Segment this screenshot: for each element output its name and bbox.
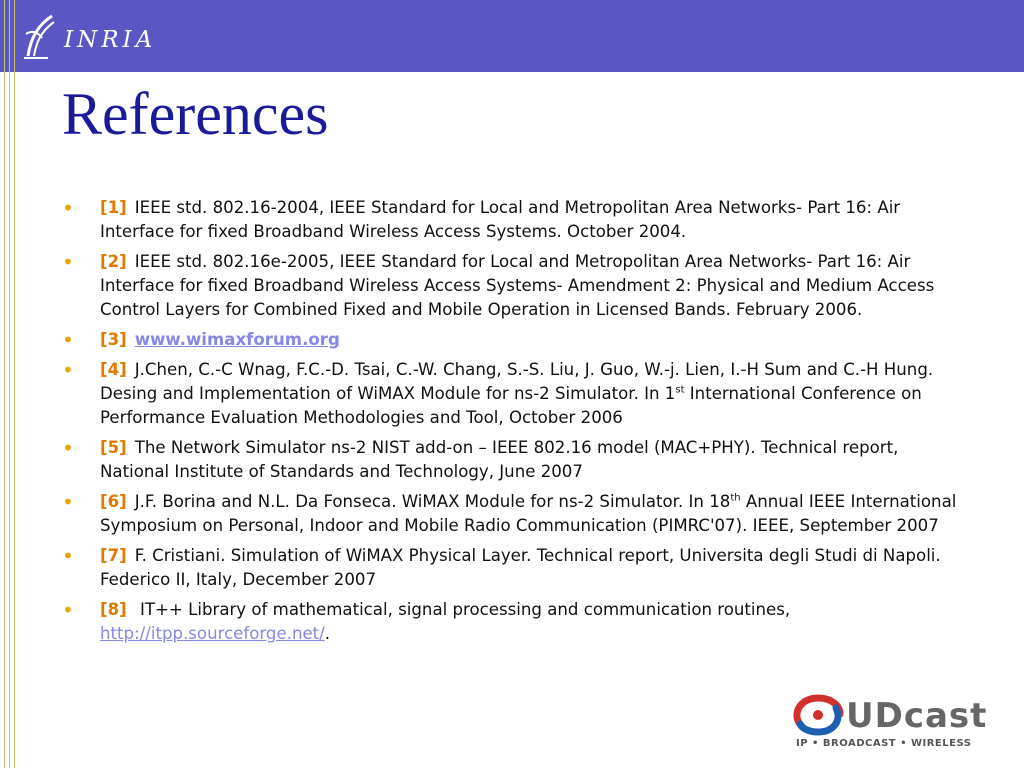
reference-text: IEEE std. 802.16-2004, IEEE Standard for Local and Metropolitan Area Networks- Part 16: Air Interface for fixed Broadband Wireless Access Systems. October 2004.	[100, 198, 901, 241]
reference-text: J.Chen, C.-C Wnag, F.C.-D. Tsai, C.-W. Chang, S.-S. Liu, J. Guo, W.-j. Lien, I.-H Sum and C.-H Hung. Desing and Implementation of WiMAX Module for ns-2 Simulator. In 1	[100, 360, 934, 403]
reference-text: IT++ Library of mathematical, signal processing and communication routines,	[134, 600, 791, 619]
reference-label: [8]	[100, 600, 127, 619]
reference-label: [7]	[100, 546, 127, 565]
reference-label: [3]	[100, 330, 127, 349]
reference-label: [2]	[100, 252, 127, 271]
reference-item	[62, 328, 962, 352]
reference-item	[62, 196, 962, 244]
udcast-wordmark: UDcast	[846, 696, 988, 736]
rail-line	[9, 0, 10, 768]
bullet-icon: •	[62, 490, 74, 514]
reference-item	[62, 358, 962, 430]
bullet-icon: •	[62, 598, 74, 622]
rail-line	[4, 0, 5, 768]
reference-text: J.F. Borina and N.L. Da Fonseca. WiMAX Module for ns-2 Simulator. In 18	[134, 492, 731, 511]
itpp-link[interactable]: http://itpp.sourceforge.net/	[100, 624, 325, 643]
reference-text: F. Cristiani. Simulation of WiMAX Physical Layer. Technical report, Universita degli Studi di Napoli. Federico II, Italy, December 2007	[100, 546, 941, 589]
ordinal-suffix: th	[730, 492, 741, 504]
bullet-icon: •	[62, 196, 74, 220]
bullet-icon: •	[62, 358, 74, 382]
bullet-icon: •	[62, 436, 74, 460]
reference-label: [1]	[100, 198, 127, 217]
inria-logo-text: INRIA	[64, 27, 157, 53]
udcast-tagline: IP • BROADCAST • WIRELESS	[796, 738, 972, 749]
udcast-swirl-icon	[790, 694, 846, 738]
reference-label: [6]	[100, 492, 127, 511]
rail-line	[14, 0, 15, 768]
reference-item	[62, 250, 962, 322]
reference-label: [5]	[100, 438, 127, 457]
wimaxforum-link[interactable]: www.wimaxforum.org	[134, 330, 340, 349]
bullet-icon: •	[62, 328, 74, 352]
reference-label: [4]	[100, 360, 127, 379]
bullet-icon: •	[62, 250, 74, 274]
reference-item	[62, 544, 962, 592]
reference-item	[62, 598, 962, 646]
ordinal-suffix: st	[675, 384, 685, 396]
bullet-icon: •	[62, 544, 74, 568]
left-decorative-rails	[0, 0, 22, 768]
reference-text: The Network Simulator ns-2 NIST add-on – IEEE 802.16 model (MAC+PHY). Technical report, National Institute of Standards and Technology, June 2007	[100, 438, 899, 481]
udcast-logo	[790, 694, 996, 756]
inria-emblem-icon	[22, 12, 58, 62]
references-list	[62, 196, 962, 652]
reference-item	[62, 436, 962, 484]
reference-item	[62, 490, 962, 538]
reference-text: International Conference on Performance Evaluation Methodologies and Tool, October 2006	[100, 384, 922, 427]
reference-text: .	[324, 624, 331, 643]
inria-logo	[22, 10, 156, 64]
reference-text: IEEE std. 802.16e-2005, IEEE Standard for Local and Metropolitan Area Networks- Part 16: Air Interface for fixed Broadband Wireless Access Systems- Amendment 2: Physical and Medium Access Control Layers for Combined Fixed and Mobile Operation in Licensed Bands. February 2006.	[100, 252, 935, 319]
reference-text: Annual IEEE International Symposium on Personal, Indoor and Mobile Radio Communication (PIMRC'07). IEEE, September 2007	[100, 492, 957, 535]
page-title: References	[62, 81, 329, 147]
